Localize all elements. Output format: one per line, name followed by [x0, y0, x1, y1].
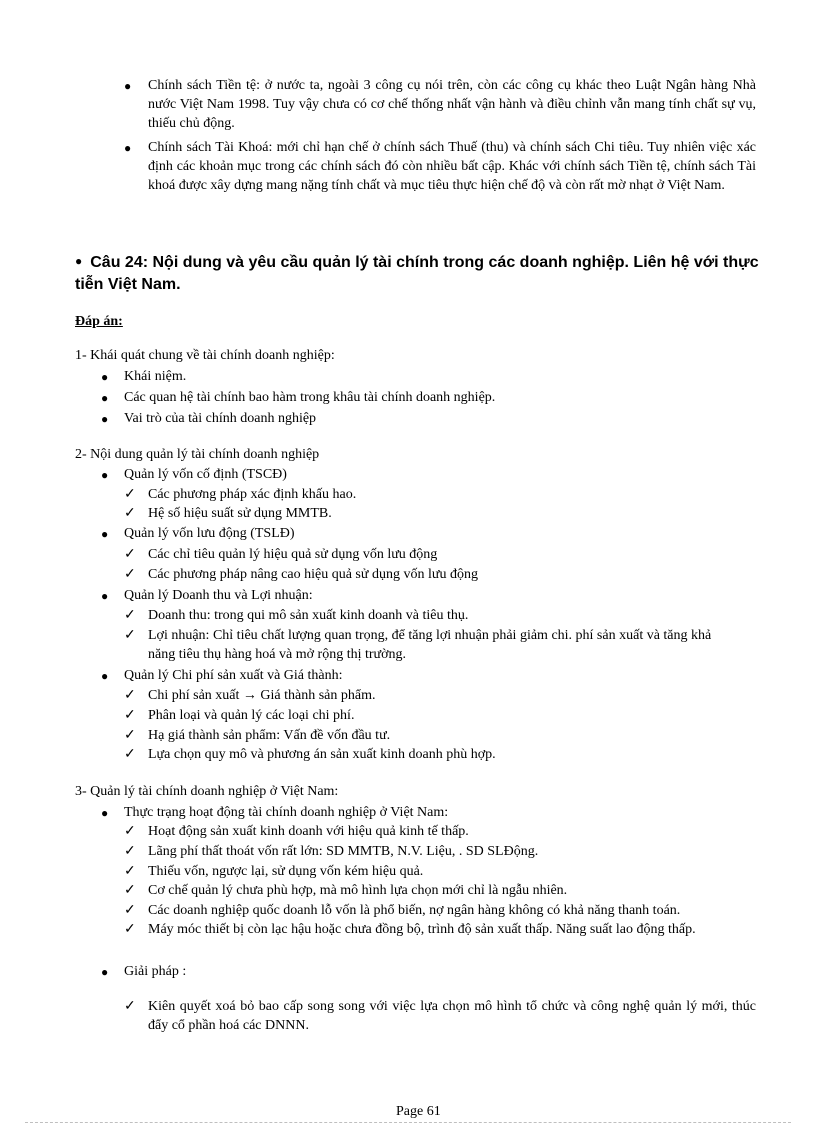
section-2-title: 2- Nội dung quản lý tài chính doanh nghiệp [75, 447, 320, 462]
bullet-icon: ● [101, 412, 109, 426]
check-icon: ✓ [124, 608, 136, 623]
bullet-icon: ● [124, 79, 132, 93]
check-icon: ✓ [124, 824, 136, 839]
bullet-icon: ● [101, 370, 109, 384]
sub-item: Chi phí sản xuất → Giá thành sản phẩm. [148, 688, 376, 703]
sub-item: Hoạt động sản xuất kinh doanh với hiệu quả kinh tế thấp. [148, 824, 469, 839]
bullet-icon: ● [101, 468, 109, 482]
check-icon: ✓ [124, 999, 136, 1014]
check-icon: ✓ [124, 487, 136, 502]
bullet-icon: ● [101, 589, 109, 603]
check-icon: ✓ [124, 864, 136, 879]
list-item: Thực trạng hoạt động tài chính doanh nghiệp ở Việt Nam: [124, 805, 449, 820]
list-item: Khái niệm. [124, 369, 187, 384]
section-3-title: 3- Quản lý tài chính doanh nghiệp ở Việt Nam: [75, 784, 339, 799]
bullet-icon: ● [75, 254, 83, 268]
section-1-title: 1- Khái quát chung về tài chính doanh nghiệp: [75, 348, 335, 363]
check-icon: ✓ [124, 628, 136, 643]
bullet-icon: ● [101, 669, 109, 683]
list-item: Giải pháp : [124, 964, 187, 979]
check-icon: ✓ [124, 688, 136, 703]
list-item: Quản lý vốn cố định (TSCĐ) [124, 467, 287, 482]
sub-item: Doanh thu: trong qui mô sản xuất kinh doanh và tiêu thụ. [148, 608, 469, 623]
check-icon: ✓ [124, 747, 136, 762]
intro-paragraph-fiscal: Chính sách Tài Khoá: mới chỉ hạn chế ở chính sách Thuế (thu) và chính sách Chi tiêu. Tuy nhiên việc xác định các khoản mục trong các chính sách đó còn nhiều bất cập. Khác với chính sách Tiền tệ, chính sách Tài khoá được xây dựng mang nặng tính chất và mục tiêu thực hiện chế độ và còn rất mờ nhạt ở Việt Nam. [148, 140, 756, 193]
answer-label: Đáp án: [75, 314, 123, 329]
sub-item: Các chỉ tiêu quản lý hiệu quả sử dụng vốn lưu động [148, 547, 438, 562]
check-icon: ✓ [124, 728, 136, 743]
list-item: Quản lý Chi phí sản xuất và Giá thành: [124, 668, 343, 683]
bullet-icon: ● [124, 141, 132, 155]
check-icon: ✓ [124, 547, 136, 562]
question-heading-text: Câu 24: Nội dung và yêu cầu quản lý tài chính trong các doanh nghiệp. Liên hệ với thực tiễn Việt Nam. [75, 254, 759, 293]
sub-item: Hạ giá thành sản phẩm: Vấn đề vốn đầu tư. [148, 728, 391, 743]
sub-item: Phân loại và quản lý các loại chi phí. [148, 708, 355, 723]
check-icon: ✓ [124, 883, 136, 898]
list-item: Các quan hệ tài chính bao hàm trong khâu tài chính doanh nghiệp. [124, 390, 496, 405]
check-icon: ✓ [124, 844, 136, 859]
sub-item: Các phương pháp xác định khấu hao. [148, 487, 357, 502]
sub-item: Hệ số hiệu suất sử dụng MMTB. [148, 506, 332, 521]
list-item: Vai trò của tài chính doanh nghiệp [124, 411, 317, 426]
check-icon: ✓ [124, 506, 136, 521]
bullet-icon: ● [101, 806, 109, 820]
bullet-icon: ● [101, 527, 109, 541]
intro-paragraph-monetary: Chính sách Tiền tệ: ở nước ta, ngoài 3 công cụ nói trên, còn các công cụ khác theo Luật Ngân hàng Nhà nước Việt Nam 1998. Tuy vậy chưa có cơ chế thống nhất vận hành và điều chỉnh vẫn mang tính chất sự vụ, thiếu chủ động. [148, 78, 756, 131]
sub-item: Cơ chế quản lý chưa phù hợp, mà mô hình lựa chọn mới chỉ là ngẫu nhiên. [148, 883, 568, 898]
check-icon: ✓ [124, 567, 136, 582]
check-icon: ✓ [124, 708, 136, 723]
check-icon: ✓ [124, 922, 136, 937]
sub-item: Lãng phí thất thoát vốn rất lớn: SD MMTB, N.V. Liệu, . SD SLĐộng. [148, 844, 539, 859]
sub-item: Lợi nhuận: Chỉ tiêu chất lượng quan trọng, để tăng lợi nhuận phải giảm chi. phí sản xuất và tăng khả năng tiêu thụ hàng hoá và mở rộng thị trường. [148, 628, 712, 662]
sub-item: Lựa chọn quy mô và phương án sản xuất kinh doanh phù hợp. [148, 747, 496, 762]
check-icon: ✓ [124, 903, 136, 918]
list-item: Quản lý vốn lưu động (TSLĐ) [124, 526, 295, 541]
sub-item: Thiếu vốn, ngược lại, sử dụng vốn kém hiệu quả. [148, 864, 424, 879]
page-number: Page 61 [396, 1104, 441, 1119]
bullet-icon: ● [101, 965, 109, 979]
sub-item: Kiên quyết xoá bỏ bao cấp song song với việc lựa chọn mô hình tổ chức và công nghệ quản lý mới, thúc đẩy cổ phần hoá các DNNN. [148, 999, 756, 1033]
list-item: Quản lý Doanh thu và Lợi nhuận: [124, 588, 313, 603]
sub-item: Máy móc thiết bị còn lạc hậu hoặc chưa đồng bộ, trình độ sản xuất thấp. Năng suất lao động thấp. [148, 922, 696, 937]
question-heading [75, 252, 765, 295]
sub-item: Các doanh nghiệp quốc doanh lỗ vốn là phổ biến, nợ ngân hàng không có khả năng thanh toán. [148, 903, 681, 918]
sub-item: Các phương pháp nâng cao hiệu quả sử dụng vốn lưu động [148, 567, 478, 582]
bullet-icon: ● [101, 391, 109, 405]
